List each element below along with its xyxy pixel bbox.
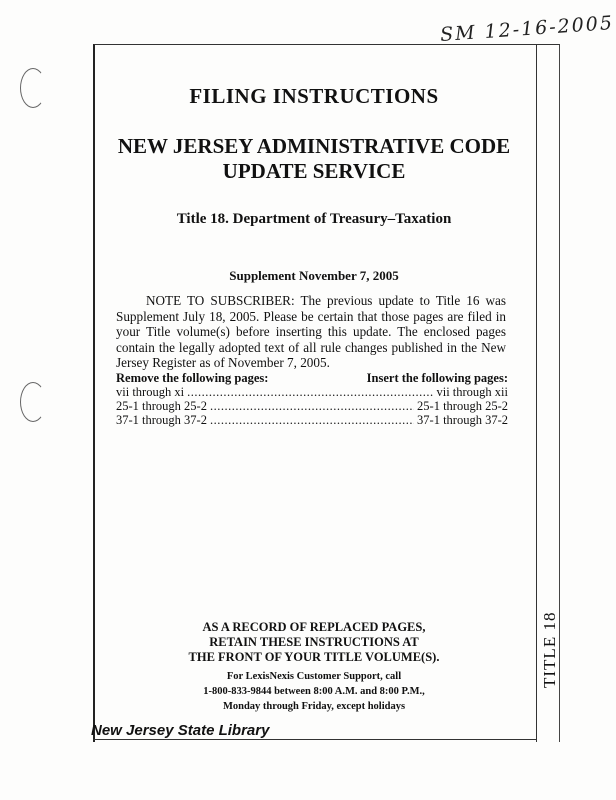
support-line: 1-800-833-9844 between 8:00 A.M. and 8:00 P.M., xyxy=(203,686,425,697)
record-line: RETAIN THESE INSTRUCTIONS AT xyxy=(209,635,419,649)
supplement-date: Supplement November 7, 2005 xyxy=(229,268,399,283)
table-row xyxy=(116,399,508,413)
bottom-rule xyxy=(93,739,536,740)
remove-header: Remove the following pages: xyxy=(116,371,269,385)
title-tab-label: TITLE 18 xyxy=(540,611,559,688)
insert-pages: 25-1 through 25-2 xyxy=(417,399,508,413)
leader-dots xyxy=(210,399,414,413)
record-line: AS A RECORD OF REPLACED PAGES, xyxy=(202,620,426,634)
support-line: Monday through Friday, except holidays xyxy=(222,701,406,712)
record-line: THE FRONT OF YOUR TITLE VOLUME(S). xyxy=(188,650,440,664)
remove-pages: 37-1 through 37-2 xyxy=(116,413,207,427)
library-stamp: New Jersey State Library xyxy=(91,722,270,739)
title-subtitle: Title 18. Department of Treasury–Taxation xyxy=(176,211,452,227)
punch-hole xyxy=(20,382,46,422)
customer-support-info xyxy=(95,669,533,714)
leader-dots xyxy=(187,385,433,399)
handwritten-date-note: SM 12-16-2005 xyxy=(439,11,615,47)
page-title: FILING INSTRUCTIONS xyxy=(189,84,439,108)
pages-table xyxy=(116,371,508,427)
document-heading xyxy=(95,134,533,184)
record-instructions xyxy=(95,620,533,665)
remove-pages: 25-1 through 25-2 xyxy=(116,399,207,413)
pages-table-header xyxy=(116,371,508,385)
insert-pages: 37-1 through 37-2 xyxy=(417,413,508,427)
heading-line: NEW JERSEY ADMINISTRATIVE CODE xyxy=(117,134,511,158)
table-row xyxy=(116,385,508,399)
insert-header: Insert the following pages: xyxy=(366,371,508,385)
punch-hole xyxy=(20,68,46,108)
leader-dots xyxy=(210,413,414,427)
remove-pages: vii through xi xyxy=(116,385,185,399)
insert-pages: vii through xii xyxy=(436,385,508,399)
table-row xyxy=(116,413,508,427)
subscriber-note: NOTE TO SUBSCRIBER: The previous update to Title 16 was Supplement July 18, 2005. Please be certain that those pages are filed in your Title volume(s) before inserting this update. The enclosed pages contain the legally adopted text of all rule changes published in the New Jersey Register as of November 7, 2005. xyxy=(116,293,506,370)
heading-line: UPDATE SERVICE xyxy=(222,159,406,183)
support-line: For LexisNexis Customer Support, call xyxy=(226,671,402,682)
